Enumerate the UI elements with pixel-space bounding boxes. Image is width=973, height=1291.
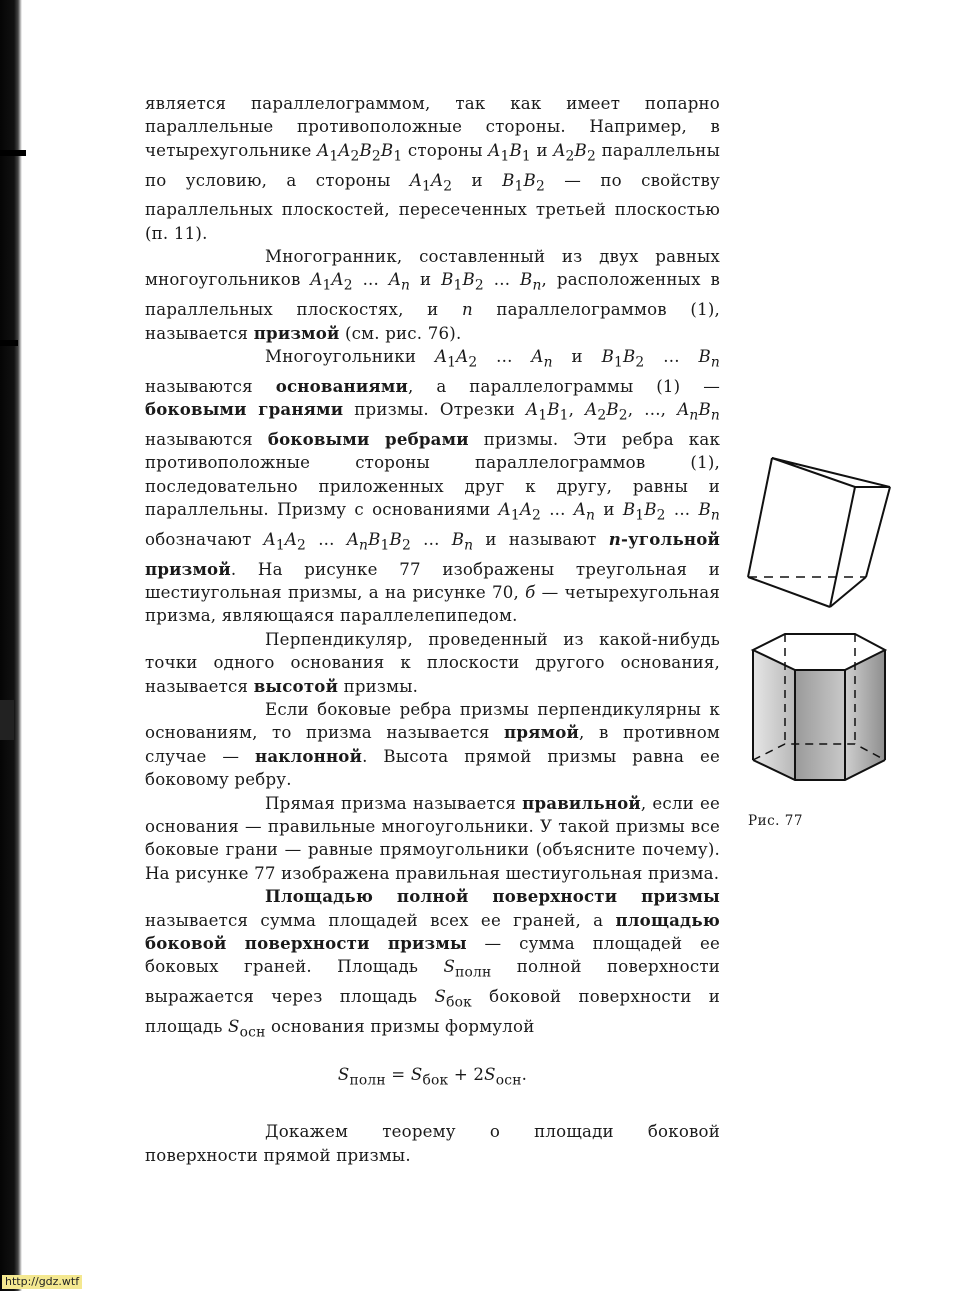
side-face bbox=[795, 670, 845, 780]
prism-edge bbox=[866, 487, 890, 577]
paragraph-2: Многогранник, составленный из двух равных многоугольников $A_1A_2$ ... $A_n$ и $B_1B_2$ ... $B_n$, расположенных в параллельных плоскостях, и n параллелограммов (1), называется призмой (см. рис. 76). bbox=[145, 247, 721, 343]
scan-dark-edge bbox=[0, 0, 22, 1291]
hexagonal-prism-figure bbox=[745, 628, 895, 798]
scan-artifact bbox=[0, 700, 14, 740]
side-face bbox=[845, 650, 885, 780]
triangular-prism-figure bbox=[740, 450, 900, 615]
paragraph-4: Перпендикуляр, проведенный из какой-нибудь точки одного основания к плоскости другого основания, называется высотой призмы. bbox=[145, 629, 720, 696]
scan-artifact bbox=[0, 340, 18, 346]
figure-caption: Рис. 77 bbox=[748, 813, 803, 829]
paragraph-7: Площадью полной поверхности призмы называется сумма площадей всех ее граней, а площадью боковой поверхности призмы — сумма площадей ее боковых граней. Площадь $S_{полн}$ полной поверхности выражается через площадь $S_{бок}$ боковой поверхности и площадь $S_{осн}$ основания призмы формулой bbox=[145, 886, 720, 1041]
paragraph-6: Прямая призма называется правильной, если ее основания — правильные многоугольники. У такой призмы все боковые грани — равные прямоугольники (объясните почему). На рисунке 77 изображена правильная шестиугольная призма. bbox=[145, 792, 720, 883]
surface-area-formula: $S_{полн} = S_{бок} + 2S_{осн}$. bbox=[337, 1064, 528, 1088]
paragraph-5: Если боковые ребра призмы перпендикулярны к основаниям, то призма называется прямой, в противном случае — наклонной. Высота прямой призмы равна ее боковому ребру. bbox=[145, 699, 720, 790]
prism-edge bbox=[748, 458, 772, 577]
source-link[interactable]: http://gdz.wtf bbox=[2, 1275, 82, 1289]
prism-bottom-edge bbox=[748, 577, 830, 607]
paragraph-1: является параллелограммом, так как имеет попарно параллельные противоположные стороны. Например, в четырехугольнике $A_1A_2B_2B_1$ стороны $A_1B_1$ и $A_2B_2$ параллельны по условию, а стороны $A_1A_2$ и $B_1B_2$ — по свойству параллельных плоскостей, пересеченных третьей плоскостью (п. 11). bbox=[145, 94, 720, 243]
side-face bbox=[753, 650, 795, 780]
paragraph-3: Многоугольники $A_1A_2$ ... $A_n$ и $B_1B_2$ ... $B_n$ называются основаниями, а параллелограммы (1) — боковыми гранями призмы. Отрезки $A_1B_1$, $A_2B_2$, ..., $A_nB_n$ называются боковыми ребрами призмы. Эти ребра как противоположные стороны параллелограммов (1), последовательно приложенных друг к другу, равны и параллельны. Призму с основаниями $A_1A_2$ ... $A_n$ и $B_1B_2$ ... $B_n$ обозначают $A_1A_2$ ... $A_nB_1B_2$ ... $B_n$ и называют n-угольной призмой. На рисунке 77 изображены треугольная и шестиугольная призмы, а на рисунке 70, б — четырехугольная призма, являющаяся параллелепипедом. bbox=[145, 347, 721, 626]
paragraph-8: Докажем теорему о площади боковой поверхности прямой призмы. bbox=[145, 1122, 720, 1165]
scan-artifact bbox=[0, 150, 26, 156]
prism-top-face bbox=[772, 458, 890, 487]
body-text bbox=[145, 92, 720, 1167]
